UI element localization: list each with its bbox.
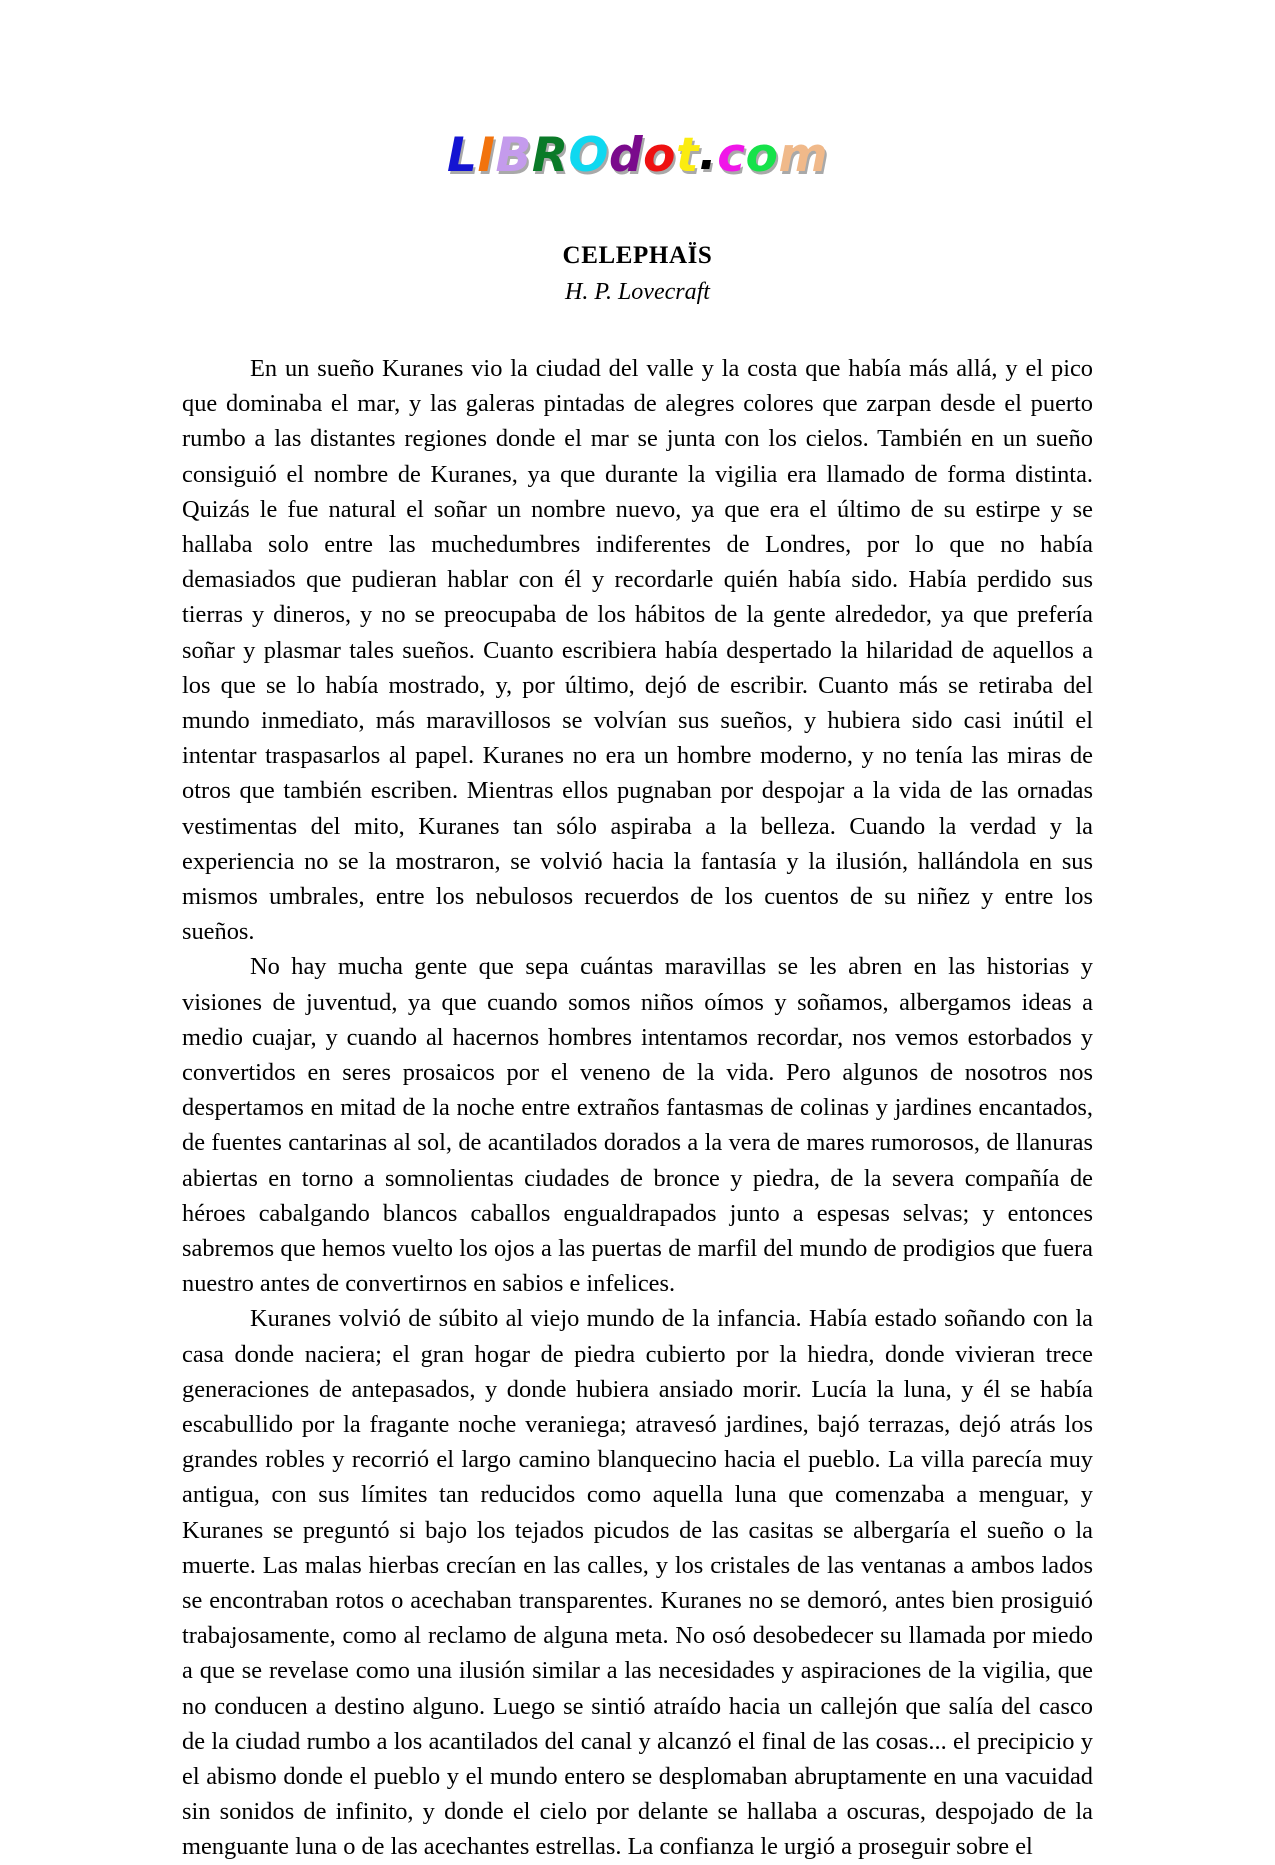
logo-letter: . <box>698 126 718 181</box>
body-paragraph: No hay mucha gente que sepa cuántas maravillas se les abren en las historias y visiones de juventud, ya que cuando somos niños oímos y soñamos, albergamos ideas a medio cuajar, y cuando al hacernos hombres intentamos recordar, nos vemos estorbados y convertidos en seres prosaicos por el veneno de la vida. Pero algunos de nosotros nos despertamos en mitad de la noche entre extraños fantasmas de colinas y jardines encantados, de fuentes cantarinas al sol, de acantilados dorados a la vera de mares rumorosos, de llanuras abiertas en torno a somnolientas ciudades de bronce y piedra, de la severa compañía de héroes cabalgando blancos caballos engualdrapados junto a espesas selvas; y entonces sabremos que hemos vuelto los ojos a las puertas de marfil del mundo de prodigios que fuera nuestro antes de convertirnos en sabios e infelices. <box>182 953 1093 1298</box>
logo-letter: B <box>495 128 532 183</box>
logo-letter: L <box>447 128 478 183</box>
logo-letter: o <box>643 128 676 183</box>
logo-letter: R <box>531 128 569 183</box>
logo-letter: t <box>675 128 699 183</box>
logo-letter: c <box>717 128 746 183</box>
logo-letter: o <box>745 128 779 183</box>
body-paragraph: Kuranes volvió de súbito al viejo mundo de la infancia. Había estado soñando con la casa donde naciera; el gran hogar de piedra cubierto por la hiedra, donde vivieran trece generaciones de antepasados, y donde hubiera ansiado morir. Lucía la luna, y él se había escabullido por la fragante noche veraniega; atravesó jardines, bajó terrazas, dejó atrás los grandes robles y recorrió el largo camino blanquecino hacia el pueblo. La villa parecía muy antigua, con sus límites tan reducidos como aquella luna que comenzaba a menguar, y Kuranes se preguntó si bajo los tejados picudos de las casitas se albergaría el sueño o la muerte. Las malas hierbas crecían en las calles, y los cristales de las ventanas a ambos lados se encontraban rotos o acechaban transparentes. Kuranes no se demoró, antes bien prosiguió trabajosamente, como al reclamo de alguna meta. No osó desobedecer su llamada por miedo a que se revelase como una ilusión similar a las necesidades y aspiraciones de la vigilia, que no conducen a destino alguno. Luego se sintió atraído hacia un callejón que salía del casco de la ciudad rumbo a los acantilados del canal y alcanzó el final de las cosas... el precipicio y el abismo donde el pueblo y el mundo entero se desplomaban abruptamente en una vacuidad sin sonidos de infinito, y donde el cielo por delante se hallaba a oscuras, despojado de la menguante luna o de las acechantes estrellas. La confianza le urgió a proseguir sobre el <box>182 1305 1093 1861</box>
site-logo-container <box>182 0 1093 194</box>
logo-letter: I <box>477 128 496 183</box>
body-paragraph: En un sueño Kuranes vio la ciudad del valle y la costa que había más allá, y el pico que dominaba el mar, y las galeras pintadas de alegres colores que zarpan desde el puerto rumbo a las distantes regiones donde el mar se junta con los cielos. También en un sueño consiguió el nombre de Kuranes, ya que durante la vigilia era llamado de forma distinta. Quizás le fue natural el soñar un nombre nuevo, ya que era el último de su estirpe y se hallaba solo entre las muchedumbres indiferentes de Londres, por lo que no había demasiados que pudieran hablar con él y recordarle quién había sido. Había perdido sus tierras y dineros, y no se preocupaba de los hábitos de la gente alrededor, ya que prefería soñar y plasmar tales sueños. Cuanto escribiera había despertado la hilaridad de aquellos a los que se lo había mostrado, y, por último, dejó de escribir. Cuanto más se retiraba del mundo inmediato, más maravillosos se volvían sus sueños, y hubiera sido casi inútil el intentar traspasarlos al papel. Kuranes no era un hombre moderno, y no tenía las miras de otros que también escriben. Mientras ellos pugnaban por despojar a la vida de las ornadas vestimentas del mito, Kuranes tan sólo aspiraba a la belleza. Cuando la verdad y la experiencia no se la mostraron, se volvió hacia la fantasía y la ilusión, hallándola en sus mismos umbrales, entre los nebulosos recuerdos de los cuentos de su niñez y entre los sueños. <box>182 354 1093 946</box>
author-byline: H. P. Lovecraft <box>565 278 710 305</box>
logo-letter: m <box>778 128 828 183</box>
page-title: CELEPHAÏS <box>562 242 713 269</box>
story-body <box>182 351 1093 1865</box>
logo-letter: d <box>609 128 644 183</box>
logo-letter: O <box>568 128 609 183</box>
librodot-logo[interactable] <box>447 126 828 183</box>
